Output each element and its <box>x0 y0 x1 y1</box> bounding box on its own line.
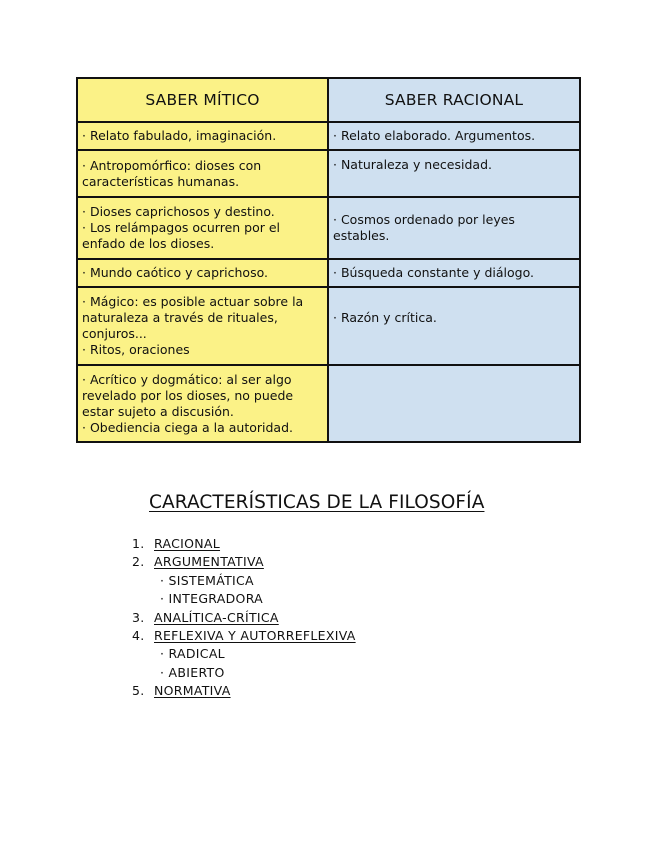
item-number: 1. <box>132 536 145 551</box>
cell-line: · Búsqueda constante y diálogo. <box>333 265 534 280</box>
section-title: CARACTERÍSTICAS DE LA FILOSOFÍA <box>149 492 485 513</box>
cell-line: revelado por los dioses, no puede <box>82 387 294 403</box>
cell-line: características humanas. <box>82 173 240 189</box>
cell-line: conjuros... <box>82 326 147 341</box>
racional-cell <box>328 197 580 259</box>
cell-line: naturaleza a través de rituales, <box>82 310 278 325</box>
cell-line: · Obediencia ciega a la autoridad. <box>82 419 293 435</box>
racional-cell <box>328 150 580 197</box>
item-label: ANALÍTICA-CRÍTICA <box>154 609 279 625</box>
racional-cell <box>328 259 580 287</box>
table-row <box>77 287 580 365</box>
cell-line: · Antropomórfico: dioses con <box>82 157 262 173</box>
item-number: 3. <box>132 609 145 625</box>
cell-line: · Los relámpagos ocurren por el <box>82 220 281 235</box>
cell-line: estar sujeto a discusión. <box>82 403 234 419</box>
racional-cell-empty <box>328 365 580 442</box>
list-item <box>132 553 356 571</box>
cell-line: · Razón y crítica. <box>333 310 437 325</box>
features-list <box>132 535 356 701</box>
item-number: 2. <box>132 554 145 570</box>
mitico-cell <box>77 197 328 259</box>
cell-line: · Relato fabulado, imaginación. <box>82 128 277 143</box>
header-saber-racional: SABER RACIONAL <box>328 78 580 122</box>
cell-line: · Naturaleza y necesidad. <box>333 157 492 172</box>
item-number: 4. <box>132 628 145 644</box>
table-row <box>77 122 580 150</box>
item-label: ARGUMENTATIVA <box>154 554 264 570</box>
list-item <box>132 535 356 553</box>
table-row <box>77 150 580 197</box>
mitico-cell <box>77 150 328 197</box>
cell-line: · Dioses caprichosos y destino. <box>82 204 275 219</box>
comparison-table <box>76 77 581 443</box>
table-row <box>77 365 580 442</box>
table-row <box>77 259 580 287</box>
header-saber-mitico: SABER MÍTICO <box>77 78 328 122</box>
cell-line: · Acrítico y dogmático: al ser algo <box>82 371 292 387</box>
list-item <box>132 609 356 627</box>
mitico-cell <box>77 365 328 442</box>
item-label: REFLEXIVA Y AUTORREFLEXIVA <box>154 628 356 644</box>
table-row <box>77 197 580 259</box>
list-item <box>132 682 356 700</box>
cell-line: enfado de los dioses. <box>82 236 215 251</box>
racional-cell <box>328 287 580 365</box>
mitico-cell <box>77 259 328 287</box>
cell-line: · Relato elaborado. Argumentos. <box>333 128 536 143</box>
cell-line: · Ritos, oraciones <box>82 342 190 357</box>
cell-line: · Cosmos ordenado por leyes estables. <box>333 212 515 243</box>
table-header-row <box>77 78 580 122</box>
cell-line: · Mundo caótico y caprichoso. <box>82 265 268 280</box>
list-item <box>132 627 356 645</box>
item-label: NORMATIVA <box>154 683 231 699</box>
sub-item: · SISTEMÁTICA <box>160 572 254 588</box>
cell-line: · Mágico: es posible actuar sobre la <box>82 294 304 309</box>
racional-cell <box>328 122 580 150</box>
sub-item: · INTEGRADORA <box>160 591 264 607</box>
item-number: 5. <box>132 683 145 699</box>
sub-item: · RADICAL <box>160 646 225 662</box>
sub-item: · ABIERTO <box>160 664 225 680</box>
item-label: RACIONAL <box>154 536 221 551</box>
mitico-cell <box>77 122 328 150</box>
mitico-cell <box>77 287 328 365</box>
